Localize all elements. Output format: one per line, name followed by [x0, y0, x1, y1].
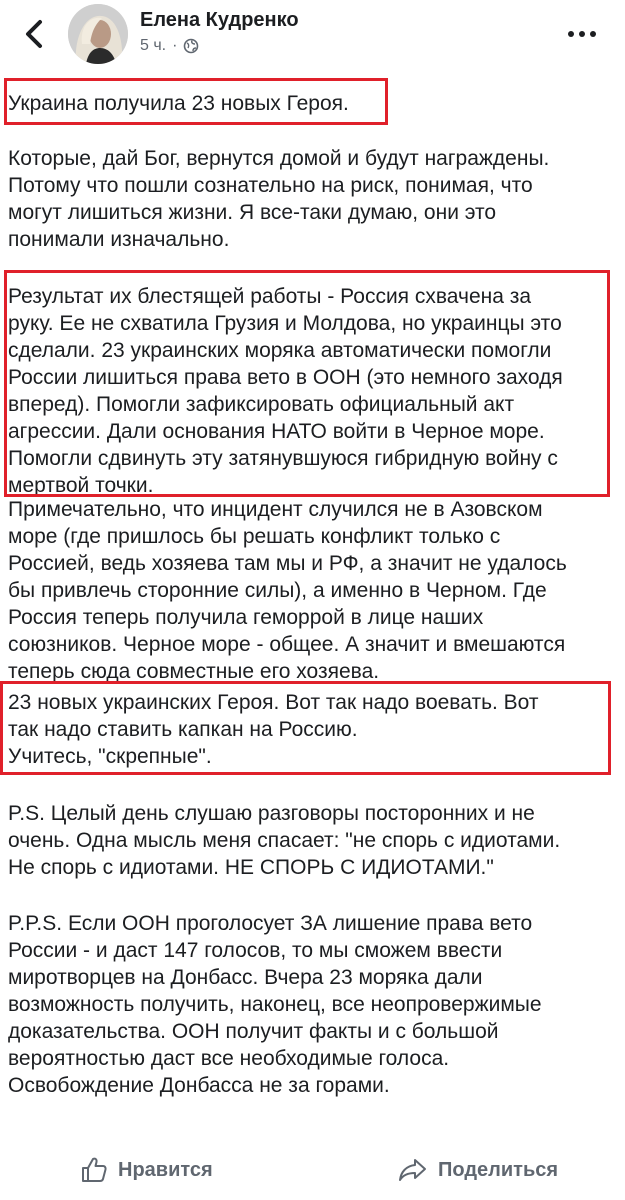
post-paragraph-2: Которые, дай Бог, вернутся домой и будут награждены. Потому что пошли сознательно на риск, понимая, что могут лишиться жизни. Я все-таки думаю, они это понимали изначально.: [8, 147, 550, 251]
share-label: Поделиться: [438, 1158, 559, 1181]
post-paragraph-1: Украина получила 23 новых Героя.: [8, 92, 349, 115]
post-paragraph-4: Примечательно, что инцидент случился не в Азовском море (где пришлось бы решать конфликт только с Россией, ведь хозяева там мы и РФ, а значит не удалось бы привлечь сторонние силы), а именно в Черном. Где Россия теперь получила геморрой в лице наших союзников. Черное море - общее. А значит и вмешаются теперь сюда совместные его хозяева.: [8, 498, 567, 683]
like-label: Нравится: [118, 1158, 213, 1181]
back-button[interactable]: [14, 14, 54, 54]
avatar[interactable]: [68, 4, 128, 64]
share-arrow-icon: [398, 1157, 428, 1183]
post-time[interactable]: 5 ч.: [140, 37, 167, 54]
thumbs-up-icon: [80, 1156, 108, 1184]
meta-separator: ·: [172, 37, 178, 54]
globe-icon: [183, 38, 199, 54]
post-actions: [0, 1138, 625, 1200]
highlight-box-2: [4, 270, 610, 497]
profile-photo-icon: [68, 4, 128, 64]
post-paragraph-6: P.S. Целый день слушаю разговоры посторонних и не очень. Одна мысль меня спасает: "не спорь с идиотами. Не спорь с идиотами. НЕ СПОРЬ С ИДИОТАМИ.": [8, 802, 561, 879]
share-button[interactable]: [398, 1152, 558, 1188]
highlight-box-3: [0, 681, 611, 775]
chevron-left-icon: [23, 19, 45, 49]
post-paragraph-7: P.P.S. Если ООН проголосует ЗА лишение права вето России - и даст 147 голосов, то мы сможем ввести миротворцев на Донбасс. Вчера 23 моряка дали возможность получить, наконец, все неопровержимые доказательства. ООН получит факты и с большой вероятностью даст все необходимые голоса. Освобождение Донбасса не за горами.: [8, 912, 542, 1097]
post-paragraph-5: 23 новых украинских Героя. Вот так надо воевать. Вот так надо ставить капкан на Россию. Учитесь, "скрепные".: [8, 691, 539, 768]
highlight-box-1: [4, 78, 388, 125]
like-button[interactable]: [80, 1152, 213, 1188]
post-paragraph-3: Результат их блестящей работы - Россия схвачена за руку. Ее не схватила Грузия и Молдова, но украинцы это сделали. 23 украинских моряка автоматически помогли России лишиться права вето в ООН (это немного заходя вперед). Помогли зафиксировать официальный акт агрессии. Дали основания НАТО войти в Черное море. Помогли сдвинуть эту затянувшуюся гибридную войну с мертвой точки.: [8, 285, 563, 497]
post-meta: [140, 37, 199, 55]
author-name[interactable]: Елена Кудренко: [140, 9, 299, 31]
more-dots-icon: [567, 30, 597, 38]
post-header: [0, 0, 625, 70]
more-options-button[interactable]: [562, 14, 602, 54]
